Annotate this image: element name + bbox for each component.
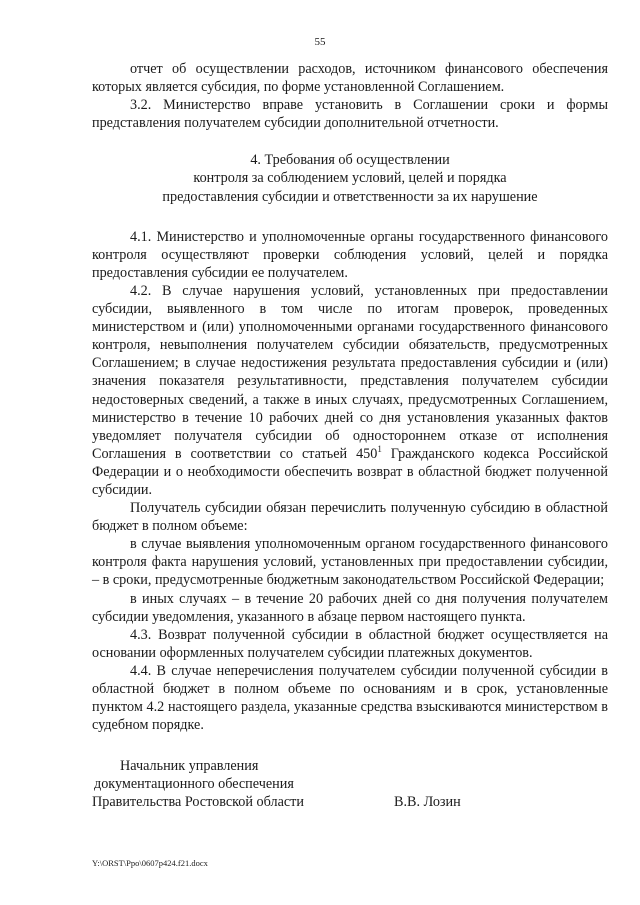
signature-title-line-2: документационного обеспечения: [94, 776, 294, 793]
document-body: [92, 60, 608, 734]
signature-title-line-1: Начальник управления: [120, 758, 259, 774]
section-heading-line-3: предоставления субсидии и ответственности за их нарушение: [162, 188, 538, 205]
paragraph-4-2-main: 4.2. В случае нарушения условий, установленных при предоставлении субсидии, выявленного в том числе по итогам проверок, проведенных министерством и (или) уполномоченными органами государственного финансового контроля, невыполнения получателем субсидии обязательств, предусмотренных Соглашением; в случае недостижения результата предоставления субсидии и (или) значения показателя результативности, представления получателем субсидии недостоверных сведений, а также в иных случаях, предусмотренных Соглашением, министерство в течение 10 рабочих дней со дня установления указанных фактов уведомляет получателя субсидии об одностороннем отказе от исполнения Соглашения в соответствии со статьей 450: [92, 282, 608, 462]
paragraph-case-2: в иных случаях – в течение 20 рабочих дней со дня получения получателем субсидии уведомления, указанного в абзаце первом настоящего пункта.: [92, 590, 608, 625]
paragraph-4-2: [92, 282, 608, 499]
signature-org: Правительства Ростовской области: [92, 794, 304, 811]
paragraph-4-2-tail: Гражданского кодекса Российской Федерации и о необходимости обеспечить возврат в областной бюджет полученной субсидии.: [92, 445, 608, 498]
signature-title-line-3: [92, 793, 608, 811]
section-heading: [92, 151, 608, 205]
section-heading-line-1: 4. Требования об осуществлении: [250, 152, 450, 169]
file-path: Y:\ORST\Ppo\0607p424.f21.docx: [92, 858, 208, 868]
paragraph-4-4: 4.4. В случае неперечисления получателем субсидии полученной субсидии в областной бюджет в полном объеме по основаниям и в срок, установленные пунктом 4.2 настоящего раздела, указанные средства взыскиваются министерством в судебном порядке.: [92, 662, 608, 734]
section-heading-line-2: контроля за соблюдением условий, целей и порядка: [193, 170, 507, 187]
signatory-name: В.В. Лозин: [394, 794, 461, 811]
paragraph-4-1: 4.1. Министерство и уполномоченные органы государственного финансового контроля осуществляют проверки соблюдения условий, целей и порядка предоставления субсидии ее получателем.: [92, 228, 608, 281]
paragraph-obligated: Получатель субсидии обязан перечислить полученную субсидию в областной бюджет в полном объеме:: [92, 500, 608, 535]
signature-block: [92, 757, 608, 811]
article-superscript: 1: [377, 443, 382, 454]
page-number: 55: [314, 36, 326, 48]
paragraph-3-2: 3.2. Министерство вправе установить в Соглашении сроки и формы представления получателем субсидии дополнительной отчетности.: [92, 97, 608, 132]
paragraph-case-1: в случае выявления уполномоченным органом государственного финансового контроля факта нарушения условий, установленных при предоставлении субсидии, – в сроки, предусмотренные бюджетным законодательством Российской Федерации;: [92, 536, 608, 589]
paragraph-report-form: отчет об осуществлении расходов, источником финансового обеспечения которых является субсидия, по форме установленной Соглашением.: [92, 61, 608, 96]
paragraph-4-3: 4.3. Возврат полученной субсидии в областной бюджет осуществляется на основании оформленных получателем субсидии платежных документов.: [92, 626, 608, 661]
